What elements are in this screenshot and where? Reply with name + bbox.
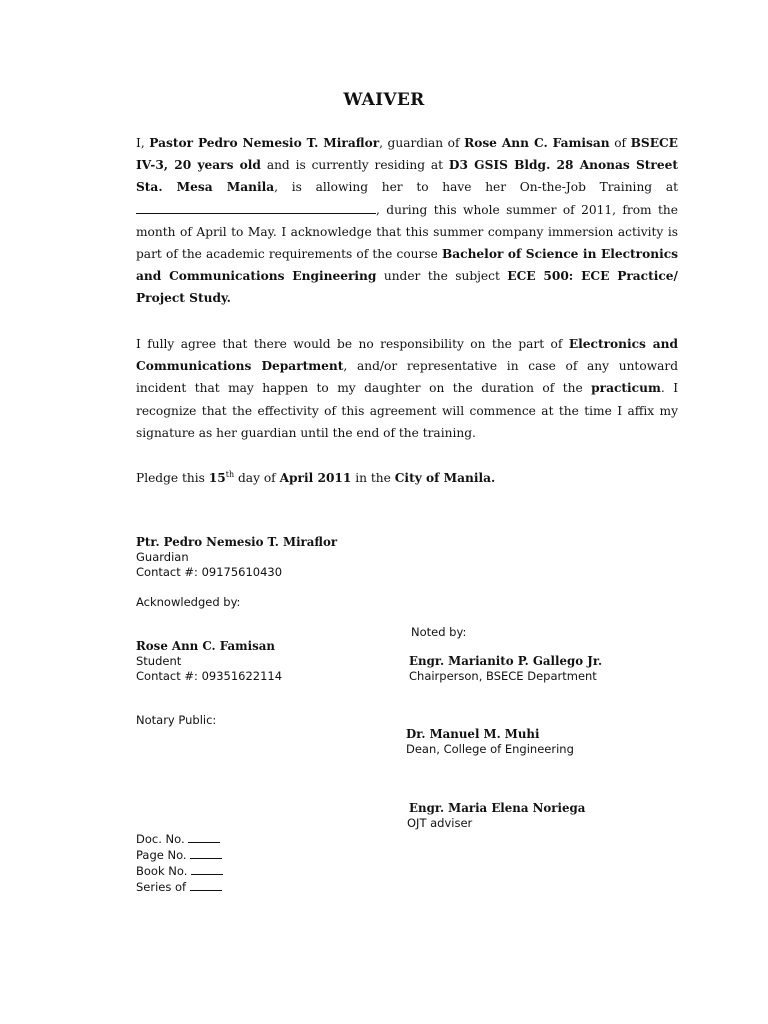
practicum-term: practicum <box>591 381 661 396</box>
paragraph-responsibility <box>136 333 678 444</box>
series-label: Series of <box>136 880 190 894</box>
guardian-role: Guardian <box>136 550 189 564</box>
text: Pledge this <box>136 471 209 485</box>
text: and is currently residing at <box>260 158 449 173</box>
guardian-signatory-name: Ptr. Pedro Nemesio T. Miraflor <box>136 535 338 549</box>
guardian-signature-block <box>136 535 337 580</box>
notary-label: Notary Public: <box>136 713 217 727</box>
guardian-name: Pastor Pedro Nemesio T. Miraflor <box>149 136 380 150</box>
subject-name: ECE 500: ECE Practice/ Project Study. <box>136 269 678 306</box>
adviser-signature-block <box>409 801 585 831</box>
chairperson-name: Engr. Marianito P. Gallego Jr. <box>409 654 603 668</box>
student-role: Student <box>136 654 182 668</box>
ordinal-suffix: th <box>225 469 235 479</box>
doc-no-field <box>136 831 223 847</box>
address: D3 GSIS Bldg. 28 Anonas Street Sta. Mesa Manila <box>136 158 678 195</box>
book-no-field <box>136 863 223 879</box>
student-contact: Contact #: 09351622114 <box>136 669 283 683</box>
text: of <box>609 136 631 150</box>
page-no-field <box>136 847 223 863</box>
pledge-city: City of Manila. <box>394 471 496 485</box>
pledge-day: 15 <box>208 471 226 485</box>
pledge-line <box>136 467 495 489</box>
series-blank <box>190 879 222 891</box>
guardian-contact: Contact #: 09175610430 <box>136 565 283 579</box>
doc-no-blank <box>188 831 220 843</box>
text: I, <box>136 136 150 150</box>
text: I fully agree that there would be no responsibility on the part of <box>136 337 569 351</box>
text: . I recognize that the effectivity of this agreement will commence at the time I affix my signature as her guardian until the end of the training. <box>136 381 679 440</box>
book-no-label: Book No. <box>136 864 192 878</box>
paragraph-guardian-consent <box>136 132 678 310</box>
book-no-blank <box>191 863 223 875</box>
noted-label: Noted by: <box>411 625 467 639</box>
acknowledged-label: Acknowledged by: <box>136 595 241 609</box>
document-title: WAIVER <box>343 90 425 110</box>
dean-name: Dr. Manuel M. Muhi <box>406 727 540 741</box>
department-name: Electronics and Communications Department <box>136 337 678 374</box>
student-section-age: BSECE IV-3, 20 years old <box>136 136 678 173</box>
chairperson-signature-block <box>409 654 602 684</box>
doc-no-label: Doc. No. <box>136 832 189 846</box>
text: in the <box>351 471 395 485</box>
chairperson-role: Chairperson, BSECE Department <box>409 669 597 683</box>
course-name: Bachelor of Science in Electronics and Communications Engineering <box>136 247 678 284</box>
text: day of <box>234 471 280 485</box>
text: , is allowing her to have her On-the-Job Training at <box>274 180 678 195</box>
adviser-name: Engr. Maria Elena Noriega <box>409 801 586 815</box>
page-no-label: Page No. <box>136 848 191 862</box>
page-no-blank <box>190 847 222 859</box>
notary-fields <box>136 831 223 895</box>
student-signatory-name: Rose Ann C. Famisan <box>136 639 275 653</box>
text: , during this whole summer of 2011, from the month of April to May. I acknowledge that this summer company immersion activity is part of the academic requirements of the course <box>136 202 678 262</box>
student-signature-block <box>136 639 282 684</box>
pledge-month-year: April 2011 <box>279 471 352 485</box>
dean-signature-block <box>406 727 574 757</box>
dean-role: Dean, College of Engineering <box>406 742 574 756</box>
series-field <box>136 879 223 895</box>
company-blank <box>136 199 376 214</box>
text: under the subject <box>376 269 508 284</box>
text: , guardian of <box>379 136 465 150</box>
student-name: Rose Ann C. Famisan <box>464 136 610 150</box>
text: , and/or representative in case of any untoward incident that may happen to my daughter on the duration of the <box>136 359 678 396</box>
adviser-role: OJT adviser <box>407 816 473 830</box>
